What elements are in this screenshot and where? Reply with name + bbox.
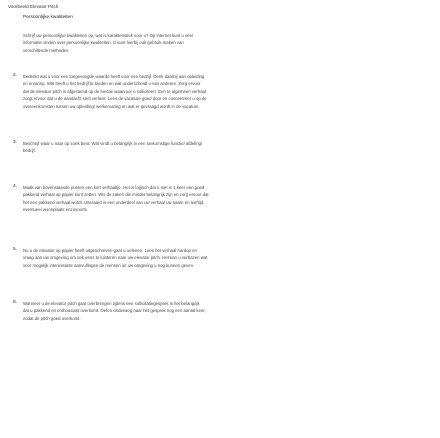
item-body (23, 184, 425, 214)
body-line: pakkend verhaal op papier kunt zetten. Wis de zaken die minder belangrijk zijn en zorg ervoor dat (23, 192, 209, 198)
body-line: het een pakkend verhaal wordt. Uiteraard is een onderdeel van uw verhaal uw naam en leeftijd, (23, 199, 205, 205)
body-line: dat de elevator pitch is afgestemd op de functie waarvoor u solliciteert. Een te algemeen verhaal (23, 88, 206, 94)
body-line: en ervaring. Wat heeft u het bedrijf te bieden en wat onderscheidt u van anderen. Zorg ervoor (23, 81, 201, 87)
item-body (23, 32, 425, 54)
body-line: Maak van bovenstaande punten een kort verhaaltje. Het is logisch dat u niet in 1 keer een goed (23, 185, 205, 190)
body-line: bedrijf. (23, 148, 36, 154)
body-line: zorgt ervoor dat u de aandacht snel verliest. Lees de vacature goed door en concentreer u op de (23, 96, 207, 102)
item-number: 4. (13, 184, 18, 189)
item-body (23, 300, 425, 322)
item-heading: Persoonlijke kwaliteiten (23, 15, 73, 20)
body-line: dat u pakkend en enthousiast overkomt. Oefen onderweg naar het gesprek nog een aantal keer, (23, 308, 206, 314)
item-body (23, 73, 425, 110)
body-line: eventueel woonplaats enzovoorts. (23, 207, 88, 213)
body-line: vraag aan uw omgeving om ook eens te luisteren naar uw elevator pitch. Het kan u verbazen wat (23, 255, 208, 261)
body-line: Nu u de elevator op papier heeft uitgeschreven gaat u oefenen. Lees het verhaal hardop en (23, 248, 197, 253)
body-line: Beschrijf waar u naar op zoek bent. Wat vindt u belangrijk in een toekomstige functie/ afdeling/ (23, 141, 203, 146)
body-line: Schrijf uw persoonlijke kwaliteiten op, wat is karakteristiek voor u? Op internet kunt u veel (23, 33, 193, 38)
item-number: 3. (13, 140, 18, 145)
body-line: Wanneer u de elevator pitch gaat overbrengen tijdens een sollicitatiegesprek is het belangrijk (23, 301, 200, 306)
body-line: zodat de pitch goed overkomt. (23, 315, 81, 321)
body-line: informatie vinden over persoonlijke kwaliteiten. U kunt hierbij ook gebruik maken van (23, 40, 184, 46)
item-number: 6. (13, 300, 18, 305)
example-label: Voorbeeld Elevator Pitch (8, 4, 59, 9)
body-line: verschillende methodes. (23, 47, 70, 53)
item-body (23, 247, 425, 269)
item-number: 5. (13, 247, 18, 252)
item-number: 2. (13, 73, 18, 78)
body-line: voor mogelijk interessante aanvullingen de mensen uit uw omgeving u nog kunnen geven. (23, 262, 195, 268)
body-line: overeenkomsten tussen uw opleiding/ werkervaring en wat er gevraagd wordt in de vacature. (23, 103, 200, 109)
body-line: Bedenkt wat u voor een toegevoegde waarde heeft voor een bedrijf. Denk daarbij aan opleiding (23, 74, 205, 79)
item-body (23, 140, 425, 155)
